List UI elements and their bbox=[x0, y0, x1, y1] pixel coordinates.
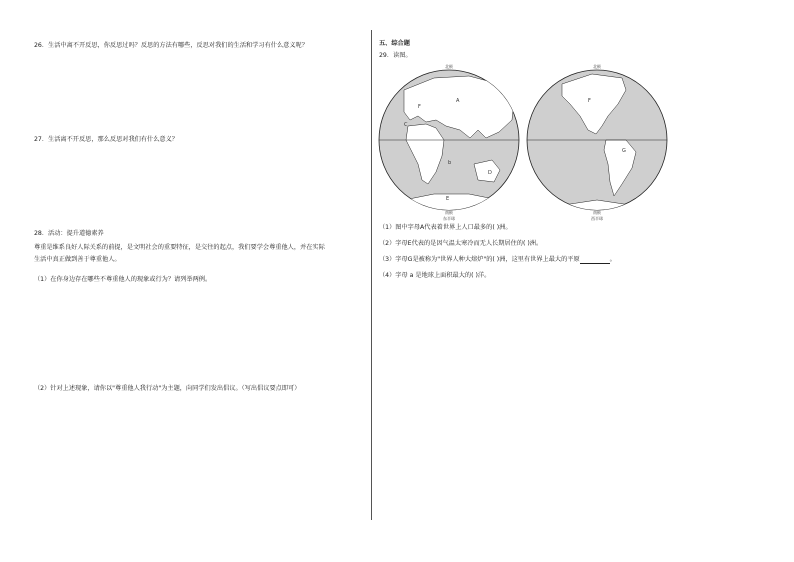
question-29-sub1: （1）图中字母A代表着世界上人口最多的( )洲。 bbox=[379, 224, 512, 231]
column-divider bbox=[371, 30, 372, 520]
question-29-sub2: （2）字母E代表的是因气温太寒冷而无人长期居住的( )洲。 bbox=[379, 240, 543, 247]
letter-C: C bbox=[404, 122, 408, 128]
question-28-sub1: （1）在你身边存在哪些不尊重他人的现象或行为？请列举两例。 bbox=[34, 276, 212, 283]
globe-right-north-label: 北极 bbox=[593, 64, 601, 69]
globe-left-hemisphere-label: 东半球 bbox=[443, 216, 455, 221]
globe-left-north-label: 北极 bbox=[445, 64, 453, 69]
western-hemisphere-map bbox=[522, 60, 672, 222]
globe-right-hemisphere-label: 西半球 bbox=[591, 216, 603, 221]
letter-F-west: F bbox=[588, 98, 591, 104]
question-29-sub3 bbox=[379, 256, 616, 264]
letter-D: D bbox=[488, 170, 492, 176]
answer-blank-plain[interactable] bbox=[580, 257, 610, 264]
question-26: 26．生活中离不开反思，你反思过吗？反思的方法有哪些，反思对我们的生活和学习有什么意义呢？ bbox=[34, 42, 308, 49]
question-28-sub2: （2）针对上述现象，请你以"尊重他人我行动"为主题，向同学们发出倡议。（写出倡议要点即可） bbox=[34, 385, 301, 392]
globe-left-south-label: 南极 bbox=[445, 210, 453, 215]
letter-G: G bbox=[622, 148, 626, 154]
section-title: 五、综合题 bbox=[379, 40, 410, 47]
letter-b: b bbox=[448, 160, 452, 166]
question-29-sub4: （4）字母 a 是地球上面积最大的( )洋。 bbox=[379, 272, 491, 279]
question-29-sub3-end: 。 bbox=[609, 256, 616, 263]
question-27: 27．生活离不开反思，那么反思对我们有什么意义？ bbox=[34, 136, 178, 143]
letter-E: E bbox=[446, 196, 450, 202]
eastern-hemisphere-map bbox=[374, 60, 524, 222]
question-29: 29．读图。 bbox=[379, 52, 412, 59]
letter-F: F bbox=[418, 104, 421, 110]
question-28-title: 28．活动：提升道德素养 bbox=[34, 230, 104, 237]
letter-A: A bbox=[456, 98, 460, 104]
question-28-text-line2: 生活中真正做到善于尊重他人。 bbox=[34, 256, 121, 263]
globe-right-south-label: 南极 bbox=[593, 210, 601, 215]
question-29-sub3-text: （3）字母G是被称为"世界人种大熔炉"的( )洲，这里有世界上最大的平原 bbox=[379, 256, 580, 263]
question-28-text-line1: 尊重是维系良好人际关系的前提，是文明社会的重要特征，是交往的起点，我们要学会尊重他人，并在实际 bbox=[34, 244, 325, 251]
